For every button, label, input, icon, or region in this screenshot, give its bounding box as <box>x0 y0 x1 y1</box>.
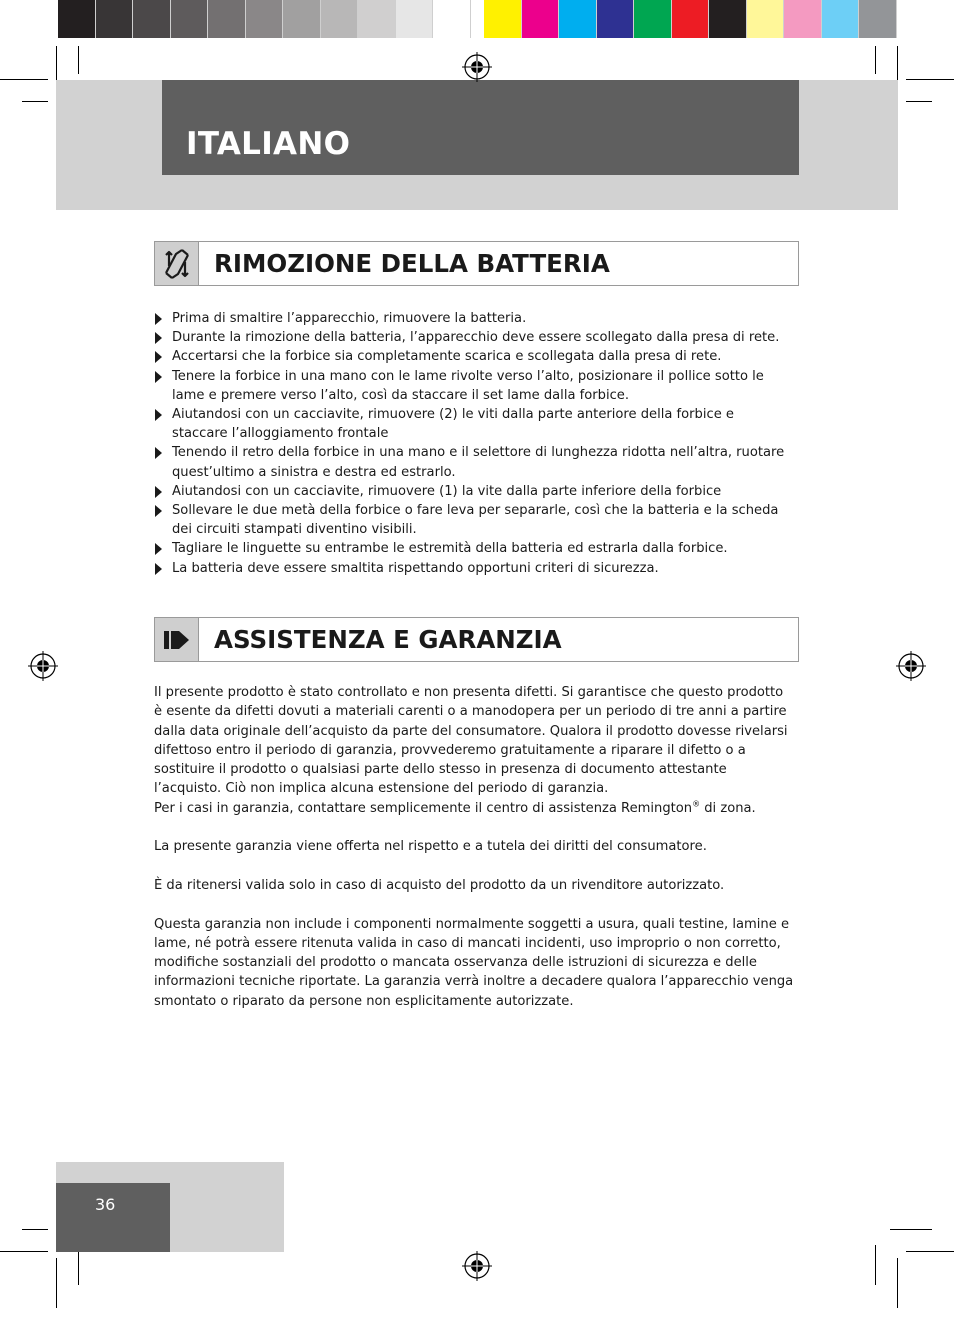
warranty-paragraph: La presente garanzia viene offerta nel rispetto e a tutela dei diritti del consumatore. <box>154 839 707 855</box>
language-title: ITALIANO <box>186 126 351 162</box>
crop-mark <box>22 1229 48 1230</box>
battery-steps-list <box>153 309 793 578</box>
gray-color-bar <box>58 0 471 38</box>
registration-mark-icon <box>462 1251 492 1281</box>
registered-mark: ® <box>692 799 701 809</box>
list-item: Aiutandosi con un cacciavite, rimuovere (2) le viti dalla parte anteriore della forbice e staccare l’alloggiamento frontale <box>153 405 793 443</box>
crop-mark <box>0 79 48 80</box>
color-swatch <box>859 0 897 38</box>
list-item: Aiutandosi con un cacciavite, rimuovere (1) la vite dalla parte inferiore della forbice <box>153 482 793 501</box>
battery-section-header <box>154 241 799 286</box>
crop-mark <box>906 1251 954 1252</box>
color-swatch <box>283 0 321 38</box>
color-swatch <box>559 0 597 38</box>
page-number-box <box>56 1183 170 1252</box>
registration-mark-icon <box>896 651 926 681</box>
warranty-paragraph: Questa garanzia non include i componenti normalmente soggetti a usura, quali testine, lamine e lame, né potrà essere ritenuta valida in caso di mancati incidenti, uso improprio o non corretto, modifiche sostanziali del prodotto o mancata osservanza delle istruzioni di sicurezza e delle informazioni tecniche riportate. La garanzia verrà inoltre a decadere qualora l’apparecchio venga smontato o riparato da persone non esplicitamente autorizzate. <box>154 916 794 1009</box>
color-swatch <box>358 0 396 38</box>
page-number: 36 <box>95 1195 116 1214</box>
list-item: Prima di smaltire l’apparecchio, rimuovere la batteria. <box>153 309 793 328</box>
color-swatch <box>822 0 860 38</box>
list-item: Durante la rimozione della batteria, l’apparecchio deve essere scollegato dalla presa di rete. <box>153 328 793 347</box>
color-swatch <box>484 0 522 38</box>
color-swatch <box>396 0 434 38</box>
registration-mark-icon <box>462 52 492 82</box>
crop-mark <box>78 46 79 74</box>
color-swatch <box>246 0 284 38</box>
warranty-text-fragment: Per i casi in garanzia, contattare semplicemente il centro di assistenza Remington <box>154 800 693 816</box>
color-swatch <box>171 0 209 38</box>
warranty-paragraph: È da ritenersi valida solo in caso di acquisto del prodotto da un rivenditore autorizzato. <box>154 877 725 893</box>
color-swatch <box>784 0 822 38</box>
crop-mark <box>0 1251 48 1252</box>
battery-section-title: RIMOZIONE DELLA BATTERIA <box>214 249 610 278</box>
crop-mark <box>890 1229 932 1230</box>
list-item: Accertarsi che la forbice sia completamente scarica e scollegata dalla presa di rete. <box>153 347 793 366</box>
warranty-section-header <box>154 617 799 662</box>
color-swatch <box>58 0 96 38</box>
color-swatch <box>433 0 471 38</box>
process-color-bar <box>484 0 897 38</box>
color-swatch <box>208 0 246 38</box>
crop-mark <box>56 1258 57 1308</box>
list-item: Tenendo il retro della forbice in una mano e il selettore di lunghezza ridotta nell’altra, ruotare quest’ultimo a sinistra e destra ed estrarlo. <box>153 443 793 481</box>
color-swatch <box>96 0 134 38</box>
crop-mark <box>22 101 48 102</box>
color-swatch <box>747 0 785 38</box>
color-swatch <box>634 0 672 38</box>
warranty-paragraph <box>154 799 794 818</box>
crop-mark <box>897 1258 898 1308</box>
recycle-icon <box>155 242 199 285</box>
list-item: La batteria deve essere smaltita rispettando opportuni criteri di sicurezza. <box>153 559 793 578</box>
crop-mark <box>906 79 954 80</box>
color-swatch <box>133 0 171 38</box>
arrow-right-icon <box>155 618 199 661</box>
list-item: Tenere la forbice in una mano con le lame rivolte verso l’alto, posizionare il pollice sotto le lame e premere verso l’alto, così da staccare il set lame dalla forbice. <box>153 367 793 405</box>
crop-mark <box>875 1245 876 1285</box>
crop-mark <box>906 101 932 102</box>
warranty-text <box>154 683 794 1011</box>
warranty-text-fragment: di zona. <box>700 800 756 816</box>
color-swatch <box>597 0 635 38</box>
registration-mark-icon <box>28 651 58 681</box>
color-swatch <box>321 0 359 38</box>
warranty-section-title: ASSISTENZA E GARANZIA <box>214 625 562 654</box>
color-swatch <box>709 0 747 38</box>
color-swatch <box>672 0 710 38</box>
list-item: Sollevare le due metà della forbice o fare leva per separarle, così che la batteria e la scheda dei circuiti stampati diventino visibili. <box>153 501 793 539</box>
warranty-paragraph: Il presente prodotto è stato controllato e non presenta difetti. Si garantisce che questo prodotto è esente da difetti dovuti a materiali carenti o a manodopera per un periodo di tre anni a partire dalla data originale dell’acquisto da parte del consumatore. Qualora il prodotto dovesse rivelarsi difettoso entro il periodo di garanzia, provvederemo gratuitamente a riparare il difetto o a sostituire il prodotto o qualsiasi parte dello stesso in presenza di documento attestante l’acquisto. Ciò non implica alcuna estensione del periodo di garanzia. <box>154 685 788 797</box>
list-item: Tagliare le linguette su entrambe le estremità della batteria ed estrarla dalla forbice. <box>153 539 793 558</box>
crop-mark <box>875 46 876 74</box>
color-swatch <box>522 0 560 38</box>
